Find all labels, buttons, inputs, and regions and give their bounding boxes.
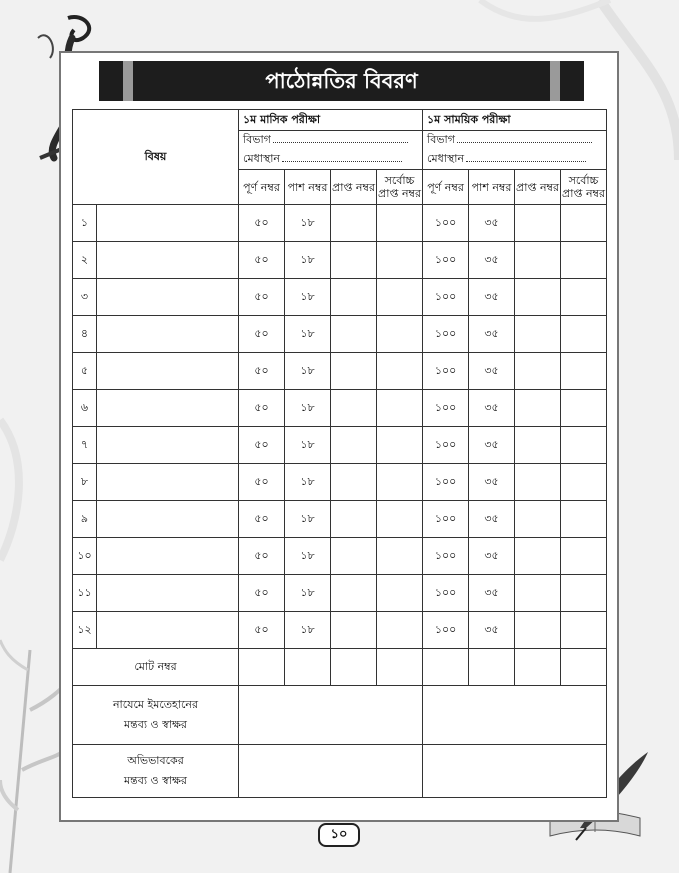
exam-2-highest-cell[interactable] — [561, 279, 607, 316]
subject-name-cell[interactable] — [97, 427, 239, 464]
exam-1-highest-cell[interactable] — [377, 316, 423, 353]
table-row — [73, 575, 607, 612]
teacher-remark-line1: নাযেমে ইমতেহানের — [112, 698, 199, 711]
exam-1-full-marks: ৫০ — [239, 316, 285, 353]
exam-2-obtained-cell[interactable] — [515, 353, 561, 390]
exam-1-obtained-cell[interactable] — [331, 390, 377, 427]
exam-1-full-marks: ৫০ — [239, 353, 285, 390]
exam-1-obtained-cell[interactable] — [331, 316, 377, 353]
teacher-remark-label — [73, 686, 239, 745]
table-row — [73, 464, 607, 501]
exam-1-full-marks: ৫০ — [239, 538, 285, 575]
exam-1-pass-marks: ১৮ — [285, 538, 331, 575]
exam-2-pass-marks: ৩৫ — [469, 205, 515, 242]
exam-1-obtained-cell[interactable] — [331, 575, 377, 612]
exam-2-full-marks: ১০০ — [423, 464, 469, 501]
guardian-remark-label — [73, 745, 239, 798]
col-full-marks: পূর্ণ নম্বর — [423, 170, 469, 205]
subject-name-cell[interactable] — [97, 353, 239, 390]
exam-1-obtained-cell[interactable] — [331, 501, 377, 538]
exam-1-pass-marks: ১৮ — [285, 427, 331, 464]
total-cell[interactable] — [331, 649, 377, 686]
exam-1-pass-marks: ১৮ — [285, 205, 331, 242]
guardian-remark-exam-2[interactable] — [423, 745, 607, 798]
exam-2-highest-cell[interactable] — [561, 464, 607, 501]
exam-2-pass-marks: ৩৫ — [469, 427, 515, 464]
exam-1-pass-marks: ১৮ — [285, 353, 331, 390]
exam-1-highest-cell[interactable] — [377, 464, 423, 501]
col-highest-marks: সর্বোচ্চ প্রাপ্ত নম্বর — [561, 170, 607, 205]
exam-2-obtained-cell[interactable] — [515, 242, 561, 279]
exam-1-highest-cell[interactable] — [377, 390, 423, 427]
subject-name-cell[interactable] — [97, 242, 239, 279]
exam-1-pass-marks: ১৮ — [285, 501, 331, 538]
exam-1-pass-marks: ১৮ — [285, 316, 331, 353]
exam-2-full-marks: ১০০ — [423, 427, 469, 464]
exam-2-obtained-cell[interactable] — [515, 427, 561, 464]
table-row — [73, 242, 607, 279]
exam-1-title: ১ম মাসিক পরীক্ষা — [239, 110, 423, 131]
row-number: ৯ — [73, 501, 97, 538]
table-row — [73, 427, 607, 464]
exam-1-pass-marks: ১৮ — [285, 464, 331, 501]
exam-2-obtained-cell[interactable] — [515, 390, 561, 427]
exam-1-division-field[interactable] — [239, 131, 423, 151]
guardian-remark-line1: অভিভাবকের — [127, 754, 184, 767]
exam-1-highest-cell[interactable] — [377, 612, 423, 649]
exam-2-full-marks: ১০০ — [423, 612, 469, 649]
table-row — [73, 279, 607, 316]
exam-2-full-marks: ১০০ — [423, 279, 469, 316]
subject-name-cell[interactable] — [97, 538, 239, 575]
exam-2-full-marks: ১০০ — [423, 501, 469, 538]
exam-1-highest-cell[interactable] — [377, 575, 423, 612]
table-row — [73, 501, 607, 538]
table-row — [73, 612, 607, 649]
exam-1-pass-marks: ১৮ — [285, 390, 331, 427]
exam-2-highest-cell[interactable] — [561, 612, 607, 649]
exam-1-highest-cell[interactable] — [377, 501, 423, 538]
table-row — [73, 538, 607, 575]
row-number: ৭ — [73, 427, 97, 464]
row-number: ১১ — [73, 575, 97, 612]
table-row — [73, 316, 607, 353]
exam-2-full-marks: ১০০ — [423, 353, 469, 390]
exam-2-highest-cell[interactable] — [561, 205, 607, 242]
exam-2-pass-marks: ৩৫ — [469, 538, 515, 575]
table-row — [73, 205, 607, 242]
col-obtained-marks: প্রাপ্ত নম্বর — [515, 170, 561, 205]
subject-name-cell[interactable] — [97, 575, 239, 612]
exam-2-full-marks: ১০০ — [423, 390, 469, 427]
exam-1-full-marks: ৫০ — [239, 279, 285, 316]
exam-2-division-field[interactable] — [423, 131, 607, 151]
total-label: মোট নম্বর — [73, 649, 239, 686]
exam-2-pass-marks: ৩৫ — [469, 353, 515, 390]
exam-2-highest-cell[interactable] — [561, 353, 607, 390]
exam-2-obtained-cell[interactable] — [515, 316, 561, 353]
exam-1-full-marks: ৫০ — [239, 501, 285, 538]
exam-2-obtained-cell[interactable] — [515, 205, 561, 242]
exam-2-highest-cell[interactable] — [561, 501, 607, 538]
exam-1-obtained-cell[interactable] — [331, 242, 377, 279]
exam-1-pass-marks: ১৮ — [285, 242, 331, 279]
exam-2-obtained-cell[interactable] — [515, 538, 561, 575]
exam-2-highest-cell[interactable] — [561, 575, 607, 612]
exam-2-obtained-cell[interactable] — [515, 612, 561, 649]
exam-2-obtained-cell[interactable] — [515, 575, 561, 612]
col-full-marks: পূর্ণ নম্বর — [239, 170, 285, 205]
exam-2-full-marks: ১০০ — [423, 538, 469, 575]
row-number: ৪ — [73, 316, 97, 353]
exam-1-highest-cell[interactable] — [377, 205, 423, 242]
teacher-remark-line2: মন্তব্য ও স্বাক্ষর — [124, 718, 187, 731]
exam-2-highest-cell[interactable] — [561, 538, 607, 575]
exam-2-full-marks: ১০০ — [423, 205, 469, 242]
total-cell[interactable] — [561, 649, 607, 686]
exam-1-full-marks: ৫০ — [239, 464, 285, 501]
division-label: বিভাগ — [427, 133, 455, 146]
exam-1-full-marks: ৫০ — [239, 242, 285, 279]
exam-2-pass-marks: ৩৫ — [469, 464, 515, 501]
exam-1-pass-marks: ১৮ — [285, 612, 331, 649]
total-cell[interactable] — [377, 649, 423, 686]
row-number: ৬ — [73, 390, 97, 427]
col-pass-marks: পাশ নম্বর — [285, 170, 331, 205]
subject-name-cell[interactable] — [97, 316, 239, 353]
subject-name-cell[interactable] — [97, 205, 239, 242]
exam-2-pass-marks: ৩৫ — [469, 390, 515, 427]
subject-name-cell[interactable] — [97, 612, 239, 649]
exam-2-pass-marks: ৩৫ — [469, 316, 515, 353]
division-label: বিভাগ — [243, 133, 271, 146]
exam-2-pass-marks: ৩৫ — [469, 612, 515, 649]
exam-1-full-marks: ৫০ — [239, 612, 285, 649]
exam-1-obtained-cell[interactable] — [331, 464, 377, 501]
guardian-remark-exam-1[interactable] — [239, 745, 423, 798]
exam-2-rank-field[interactable] — [423, 150, 607, 170]
row-number: ৫ — [73, 353, 97, 390]
exam-2-obtained-cell[interactable] — [515, 464, 561, 501]
exam-1-pass-marks: ১৮ — [285, 575, 331, 612]
exam-1-full-marks: ৫০ — [239, 427, 285, 464]
subject-name-cell[interactable] — [97, 279, 239, 316]
title-bar — [99, 61, 584, 101]
exam-1-full-marks: ৫০ — [239, 205, 285, 242]
table-row — [73, 390, 607, 427]
exam-1-obtained-cell[interactable] — [331, 279, 377, 316]
exam-1-pass-marks: ১৮ — [285, 279, 331, 316]
exam-2-full-marks: ১০০ — [423, 242, 469, 279]
exam-1-highest-cell[interactable] — [377, 353, 423, 390]
total-cell[interactable] — [515, 649, 561, 686]
exam-2-full-marks: ১০০ — [423, 575, 469, 612]
col-pass-marks: পাশ নম্বর — [469, 170, 515, 205]
exam-2-title: ১ম সাময়িক পরীক্ষা — [423, 110, 607, 131]
teacher-remark-exam-2[interactable] — [423, 686, 607, 745]
exam-2-highest-cell[interactable] — [561, 242, 607, 279]
total-cell[interactable] — [239, 649, 285, 686]
page-title: পাঠোন্নতির বিবরণ — [265, 69, 418, 93]
row-number: ২ — [73, 242, 97, 279]
exam-2-highest-cell[interactable] — [561, 390, 607, 427]
row-number: ১ — [73, 205, 97, 242]
subject-name-cell[interactable] — [97, 501, 239, 538]
exam-1-obtained-cell[interactable] — [331, 612, 377, 649]
exam-1-obtained-cell[interactable] — [331, 427, 377, 464]
subject-header: বিষয় — [73, 110, 239, 205]
guardian-remark-line2: মন্তব্য ও স্বাক্ষর — [124, 774, 187, 787]
exam-2-highest-cell[interactable] — [561, 427, 607, 464]
page-number: ১০ — [318, 823, 360, 847]
total-cell[interactable] — [469, 649, 515, 686]
exam-1-highest-cell[interactable] — [377, 538, 423, 575]
exam-1-highest-cell[interactable] — [377, 242, 423, 279]
exam-2-pass-marks: ৩৫ — [469, 501, 515, 538]
exam-2-highest-cell[interactable] — [561, 316, 607, 353]
row-number: ১০ — [73, 538, 97, 575]
exam-1-full-marks: ৫০ — [239, 390, 285, 427]
exam-1-obtained-cell[interactable] — [331, 538, 377, 575]
table-row — [73, 353, 607, 390]
row-number: ১২ — [73, 612, 97, 649]
col-obtained-marks: প্রাপ্ত নম্বর — [331, 170, 377, 205]
exam-2-pass-marks: ৩৫ — [469, 279, 515, 316]
rank-label: মেধাস্থান — [427, 152, 465, 165]
col-highest-marks: সর্বোচ্চ প্রাপ্ত নম্বর — [377, 170, 423, 205]
total-cell[interactable] — [285, 649, 331, 686]
exam-2-obtained-cell[interactable] — [515, 279, 561, 316]
exam-1-highest-cell[interactable] — [377, 427, 423, 464]
exam-1-highest-cell[interactable] — [377, 279, 423, 316]
exam-2-obtained-cell[interactable] — [515, 501, 561, 538]
exam-1-obtained-cell[interactable] — [331, 353, 377, 390]
exam-1-obtained-cell[interactable] — [331, 205, 377, 242]
exam-1-full-marks: ৫০ — [239, 575, 285, 612]
subject-rows — [73, 205, 607, 649]
exam-1-rank-field[interactable] — [239, 150, 423, 170]
exam-2-full-marks: ১০০ — [423, 316, 469, 353]
progress-report-table — [72, 109, 607, 798]
subject-name-cell[interactable] — [97, 390, 239, 427]
row-number: ৩ — [73, 279, 97, 316]
total-cell[interactable] — [423, 649, 469, 686]
subject-name-cell[interactable] — [97, 464, 239, 501]
row-number: ৮ — [73, 464, 97, 501]
teacher-remark-exam-1[interactable] — [239, 686, 423, 745]
rank-label: মেধাস্থান — [243, 152, 280, 165]
exam-2-pass-marks: ৩৫ — [469, 242, 515, 279]
exam-2-pass-marks: ৩৫ — [469, 575, 515, 612]
